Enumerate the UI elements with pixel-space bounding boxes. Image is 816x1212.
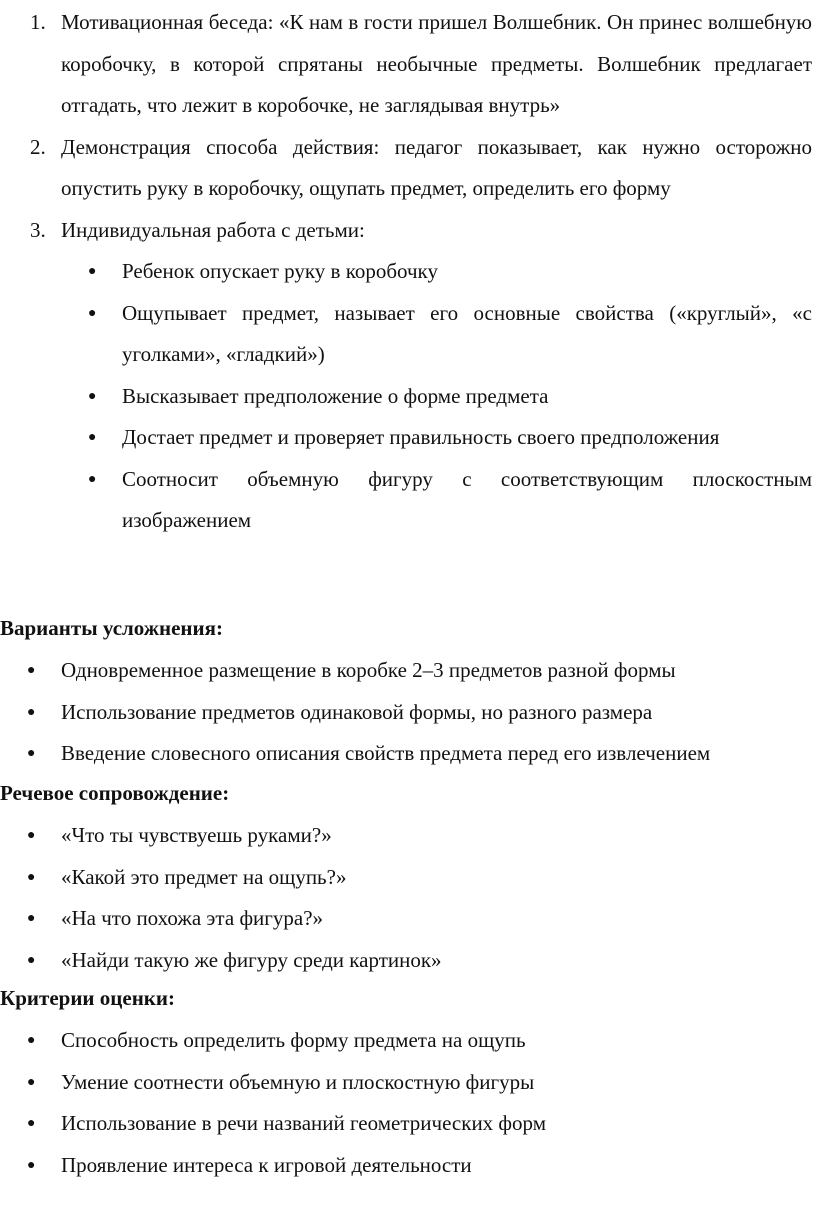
list-item-text: Ощупывает предмет, называет его основные свойства («круглый», «с уголками», «гладкий») — [122, 300, 812, 366]
individual-steps-list — [0, 251, 812, 542]
list-item — [0, 692, 812, 734]
list-item — [0, 1103, 812, 1145]
list-item-text: Использование предметов одинаковой формы, но разного размера — [61, 699, 653, 724]
criteria-heading: Критерии оценки: — [0, 986, 175, 1010]
list-item-text: Введение словесного описания свойств предмета перед его извлечением — [61, 741, 711, 765]
list-item-text: Умение соотнести объемную и плоскостную фигуры — [61, 1069, 535, 1094]
list-item-text: Способность определить форму предмета на ощупь — [61, 1028, 526, 1052]
bullet-icon: ● — [27, 663, 36, 678]
list-item — [0, 733, 812, 775]
list-item — [0, 940, 812, 982]
complication-heading: Варианты усложнения: — [0, 616, 223, 640]
list-item-text: «На что похожа эта фигура?» — [61, 906, 324, 930]
step-number: 1. — [30, 10, 46, 34]
step-text: Индивидуальная работа с детьми: — [61, 217, 365, 242]
list-item-text: Высказывает предположение о форме предмета — [122, 383, 549, 408]
steps-list — [0, 2, 812, 542]
list-item — [0, 376, 812, 418]
bullet-icon: ● — [88, 388, 97, 404]
list-item-text: Проявление интереса к игровой деятельности — [61, 1152, 472, 1177]
bullet-icon: ● — [27, 952, 36, 968]
list-item-text: Соотносит объемную фигуру с соответствующим плоскостным изображением — [122, 466, 812, 532]
list-item — [0, 650, 812, 692]
list-item-text: Достает предмет и проверяет правильность своего предположения — [122, 425, 720, 449]
step-text: Мотивационная беседа: «К нам в гости пришел Волшебник. Он принес волшебную коробочку, в которой спрятаны необычные предметы. Волшебник предлагает отгадать, что лежит в коробочке, не заглядывая внутрь» — [61, 10, 812, 117]
list-item — [0, 898, 812, 940]
list-item — [0, 1062, 812, 1104]
bullet-icon: ● — [27, 869, 36, 885]
bullet-icon: ● — [88, 471, 97, 487]
bullet-icon: ● — [27, 828, 36, 843]
list-item — [0, 815, 812, 857]
bullet-icon: ● — [27, 911, 36, 926]
bullet-icon: ● — [27, 704, 36, 720]
list-item-text: «Что ты чувствуешь руками?» — [61, 823, 332, 847]
list-item — [0, 1020, 812, 1062]
list-item — [0, 293, 812, 376]
list-item-text: «Какой это предмет на ощупь?» — [61, 864, 347, 889]
list-item — [0, 857, 812, 899]
bullet-icon: ● — [27, 1157, 36, 1173]
list-item — [0, 1145, 812, 1187]
list-item — [0, 459, 812, 542]
bullet-icon: ● — [27, 1033, 36, 1048]
step-item — [0, 127, 812, 210]
step-number: 2. — [30, 134, 46, 159]
list-item-text: «Найди такую же фигуру среди картинок» — [61, 947, 442, 972]
criteria-list — [0, 1020, 812, 1186]
step-item — [0, 210, 812, 252]
complication-list — [0, 650, 812, 775]
step-text: Демонстрация способа действия: педагог показывает, как нужно осторожно опустить руку в коробочку, ощупать предмет, определить его форму — [61, 134, 812, 200]
step-item — [0, 2, 812, 127]
step-number: 3. — [30, 217, 46, 242]
speech-list — [0, 815, 812, 981]
speech-heading: Речевое сопровождение: — [0, 781, 230, 805]
list-item-text: Одновременное размещение в коробке 2–3 предметов разной формы — [61, 658, 676, 682]
bullet-icon: ● — [88, 430, 97, 445]
list-item-text: Использование в речи названий геометрических форм — [61, 1111, 547, 1135]
list-item-text: Ребенок опускает руку в коробочку — [122, 259, 438, 283]
bullet-icon: ● — [88, 264, 97, 279]
list-item — [0, 251, 812, 293]
bullet-icon: ● — [27, 1116, 36, 1131]
bullet-icon: ● — [88, 305, 97, 321]
list-item — [0, 417, 812, 459]
bullet-icon: ● — [27, 746, 36, 761]
bullet-icon: ● — [27, 1074, 36, 1090]
